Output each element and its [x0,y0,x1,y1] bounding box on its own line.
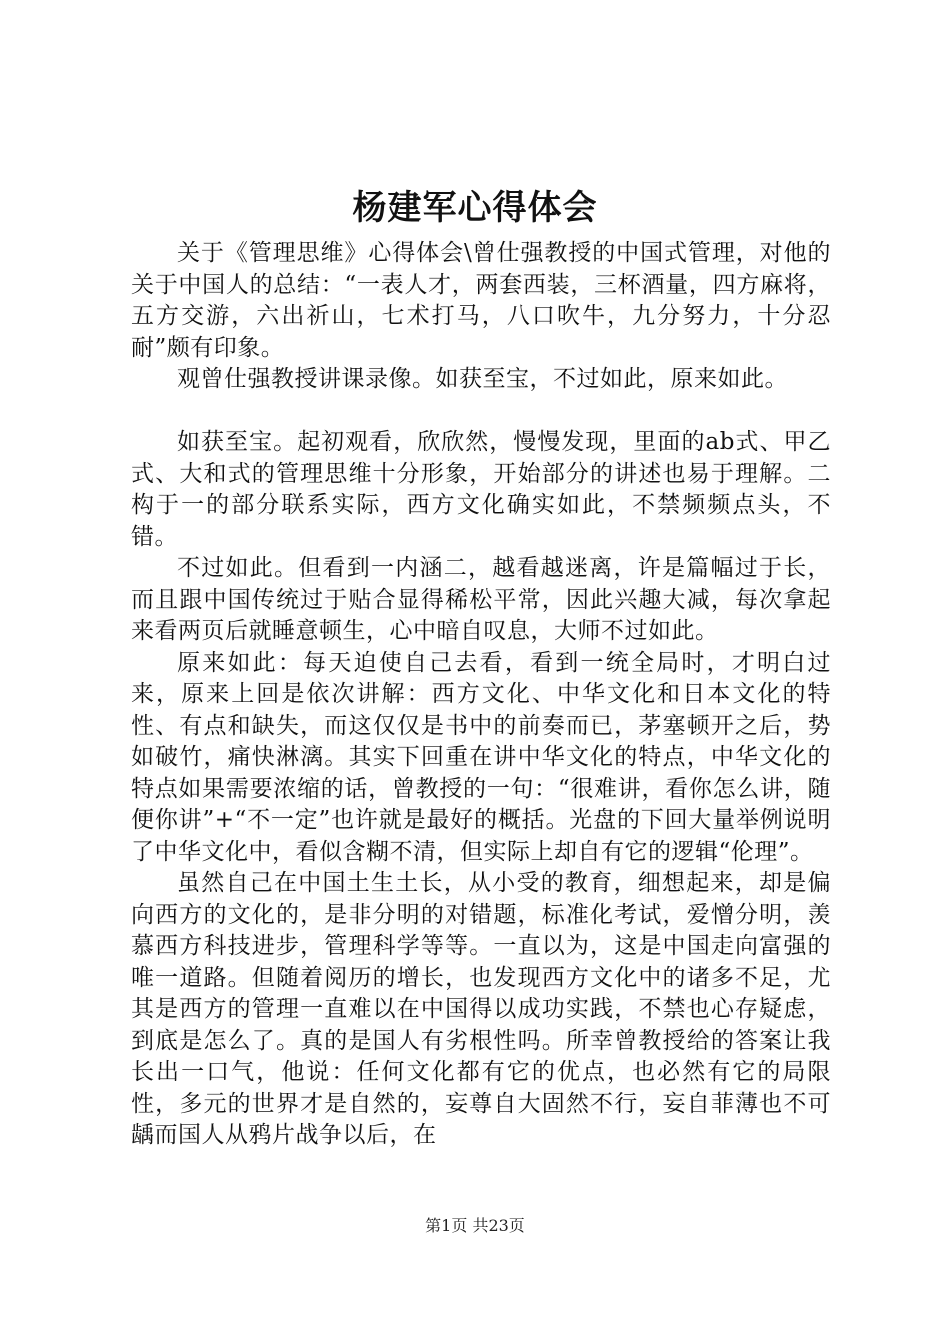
paragraph-nothing-special: 不过如此。但看到一内涵二，越看越迷离，许是篇幅过于长，而且跟中国传统过于贴合显得稀松平常，因此兴趣大减，每次拿起来看两页后就睡意顿生，心中暗自叹息，大师不过如此。 [131,555,831,644]
paragraph-summary: 观曾仕强教授讲课录像。如获至宝，不过如此，原来如此。 [177,366,788,392]
document-body [131,238,831,1152]
paragraph-reflection: 虽然自己在中国土生土长，从小受的教育，细想起来，却是偏向西方的文化的，是非分明的对错题，标准化考试，爱憎分明，羡慕西方科技进步，管理科学等等。一直以为，这是中国走向富强的唯一道路。但随着阅历的增长，也发现西方文化中的诸多不足，尤其是西方的管理一直难以在中国得以成功实践，不禁也心存疑虑，到底是怎么了。真的是国人有劣根性吗。所幸曾教授给的答案让我长出一口气，他说：任何文化都有它的优点，也必然有它的局限性，多元的世界才是自然的，妄尊自大固然不行，妄自菲薄也不可龋而国人从鸦片战争以后，在 [131,870,831,1148]
document-title: 杨建军心得体会 [352,188,598,228]
page-footer: 第1页 共23页 [425,1216,525,1235]
paragraph-gap [131,396,831,428]
paragraph-treasure: 如获至宝。起初观看，欣欣然，慢慢发现，里面的ab式、甲乙式、大和式的管理思维十分形象，开始部分的讲述也易于理解。二构于一的部分联系实际，西方文化确实如此，不禁频频点头，不错。 [131,429,831,550]
paragraph-intro: 关于《管理思维》心得体会\曾仕强教授的中国式管理，对他的关于中国人的总结：“一表人才，两套西装，三杯酒量，四方麻将，五方交游，六出祈山，七术打马，八口吹牛，九分努力，十分忍耐”颇有印象。 [131,240,831,361]
paragraph-so-that-is-it: 原来如此：每天迫使自己去看，看到一统全局时，才明白过来，原来上回是依次讲解：西方文化、中华文化和日本文化的特性、有点和缺失，而这仅仅是书中的前奏而已，茅塞顿开之后，势如破竹，痛快淋漓。其实下回重在讲中华文化的特点，中华文化的特点如果需要浓缩的话，曾教授的一句：“很难讲，看你怎么讲，随便你讲”+“不一定”也许就是最好的概括。光盘的下回大量举例说明了中华文化中，看似含糊不清，但实际上却自有它的逻辑“伦理”。 [131,649,831,865]
